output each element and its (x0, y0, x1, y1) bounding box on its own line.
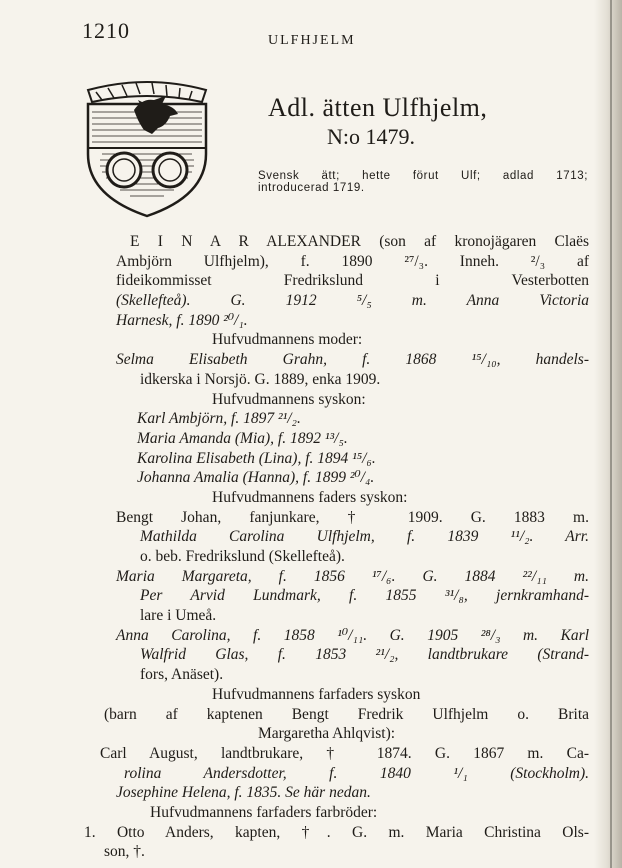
text-line: E I N A R ALEXANDER (son af kronojägaren Claës (130, 233, 589, 250)
text-line: Bengt Johan, fanjunkare, † 1909. G. 1883 m. (116, 509, 589, 526)
coat-of-arms-icon (82, 70, 212, 218)
text-line: Walfrid Glas, f. 1853 ²¹/₂, landtbrukare (Strand- (140, 646, 589, 663)
text-line: Josephine Helena, f. 1835. Se här nedan. (116, 784, 371, 801)
text-line: (Skellefteå). G. 1912 ⁵/₅ m. Anna Victoria (116, 292, 589, 309)
text-line: fideikommisset Fredrikslund i Vesterbotten (116, 272, 589, 289)
text-line: Hufvudmannens farfaders farbröder: (150, 804, 378, 821)
intro-paragraph (258, 170, 588, 194)
text-line: son, †. (104, 843, 145, 860)
binding-edge (610, 0, 612, 868)
text-line: Anna Carolina, f. 1858 ¹⁰/₁₁. G. 1905 ²⁸/₃ m. Karl (116, 627, 589, 644)
text-line: rolina Andersdotter, f. 1840 ¹/₁ (Stockholm). (124, 765, 589, 782)
section-heading: Hufvudmannens moder: (212, 331, 363, 348)
text-line: Johanna Amalia (Hanna), f. 1899 ²⁰/₄. (137, 469, 375, 486)
section-heading: Hufvudmannens faders syskon: (212, 489, 408, 506)
text-line: Ambjörn Ulfhjelm), f. 1890 ²⁷/₃. Inneh. ²/₃ af (116, 253, 589, 270)
intro-line: introducerad 1719. (258, 182, 365, 194)
text-line: Harnesk, f. 1890 ²⁰/₁. (116, 312, 248, 329)
text-line: fors, Anäset). (140, 666, 224, 683)
text-line: Per Arvid Lundmark, f. 1855 ³¹/₈, jernkramhand- (140, 587, 589, 604)
running-head: ULFHJELM (268, 33, 356, 48)
text-line: Margaretha Ahlqvist): (258, 725, 396, 742)
text-line: Maria Margareta, f. 1856 ¹⁷/₆. G. 1884 ²²/₁₁ m. (116, 568, 589, 585)
section-heading: Hufvudmannens syskon: (212, 391, 366, 408)
text-line: Karolina Elisabeth (Lina), f. 1894 ¹⁵/₆. (137, 450, 376, 467)
family-number: N:o 1479. (327, 124, 415, 149)
text-line: o. beb. Fredrikslund (Skellefteå). (140, 548, 345, 565)
text-line: Mathilda Carolina Ulfhjelm, f. 1839 ¹¹/₂. Arr. (140, 528, 589, 545)
page-spine-shadow (594, 0, 622, 868)
page-number: 1210 (82, 18, 130, 43)
section-heading: Hufvudmannens farfaders syskon (212, 686, 421, 703)
family-title: Adl. ätten Ulfhjelm, (268, 93, 488, 122)
text-line: Karl Ambjörn, f. 1897 ²¹/₂. (137, 410, 301, 427)
text-line: (barn af kaptenen Bengt Fredrik Ulfhjelm o. Brita (104, 706, 589, 723)
text-line: Maria Amanda (Mia), f. 1892 ¹³/₅. (137, 430, 348, 447)
text-line: 1. Otto Anders, kapten, †. G. m. Maria Christina Ols- (84, 824, 589, 841)
intro-line: Svensk ätt; hette förut Ulf; adlad 1713; (258, 170, 588, 182)
text-line: lare i Umeå. (140, 607, 217, 624)
text-line: idkerska i Norsjö. G. 1889, enka 1909. (140, 371, 381, 388)
text-line: Selma Elisabeth Grahn, f. 1868 ¹⁵/₁₀, handels- (116, 351, 589, 368)
text-line: Carl August, landtbrukare, † 1874. G. 1867 m. Ca- (100, 745, 589, 762)
